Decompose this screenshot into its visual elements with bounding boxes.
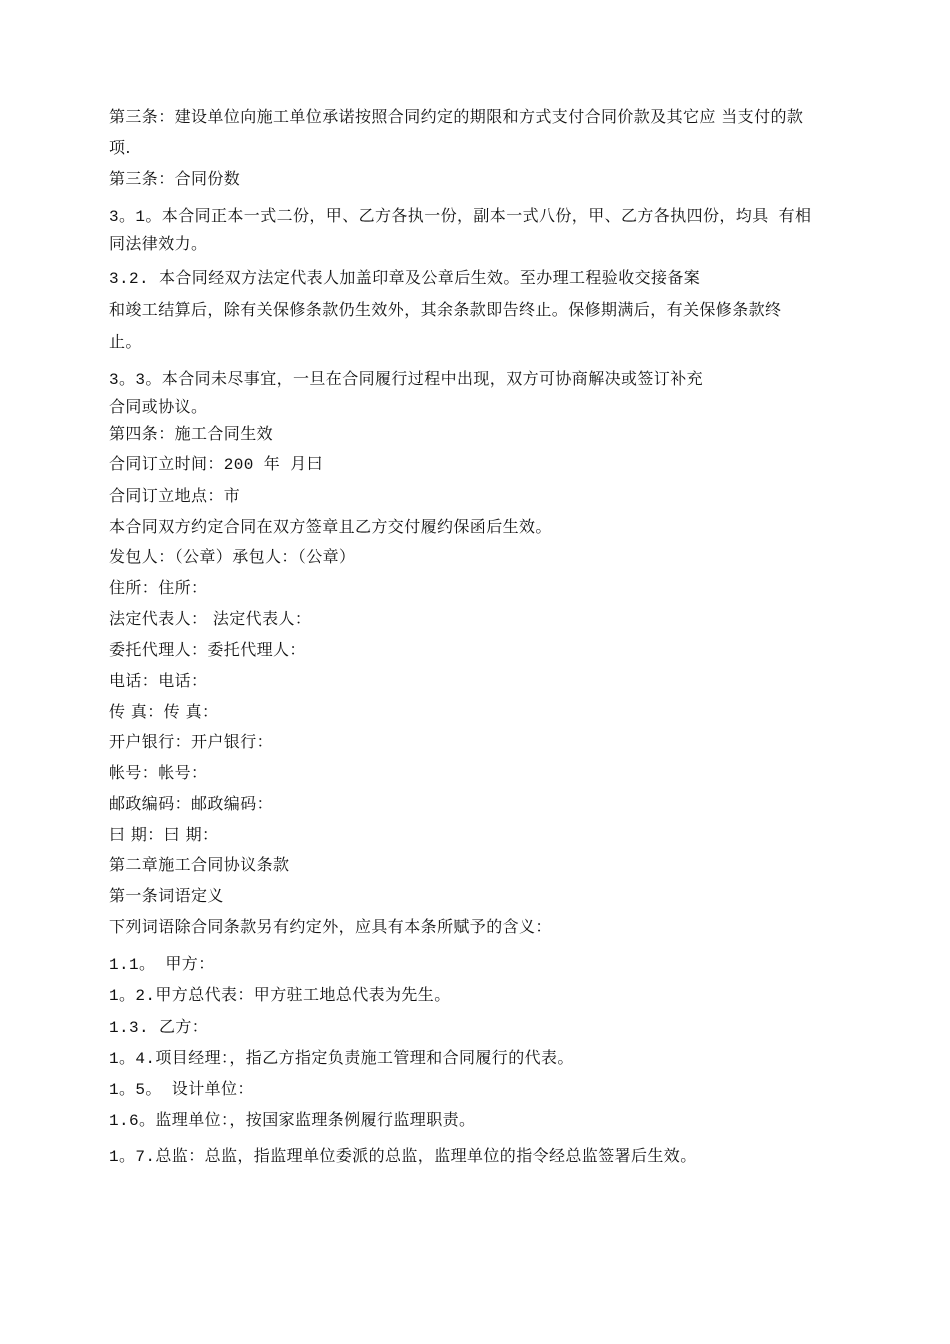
text-line: 和竣工结算后，除有关保修条款仍生效外，其余条款即告终止。保修期满后，有关保修条款终 [109,300,782,319]
text-line: 下列词语除合同条款另有约定外，应具有本条所赋予的含义： [109,917,552,936]
definition-item: 1。5。 设计单位： [109,1081,254,1099]
definition-item: 1。7.总监：总监，指监理单位委派的总监，监理单位的指令经总监签署后生效。 [109,1148,697,1166]
signature-line: 电话：电话： [109,671,208,690]
chapter-heading: 第二章施工合同协议条款 [109,855,290,874]
text-line: 止。 [109,332,142,351]
signature-line: 帐号：帐号： [109,763,208,782]
text-line: 合同订立地点：市 [109,486,241,505]
text-line: 3。3。本合同未尽事宜，一旦在合同履行过程中出现，双方可协商解决或签订补充 [109,371,704,389]
section-heading: 第三条：合同份数 [109,169,241,188]
definition-item: 1.1。 甲方： [109,956,215,974]
text-line: 3.2. 本合同经双方法定代表人加盖印章及公章后生效。至办理工程验收交接备案 [109,270,701,288]
section-heading: 第四条：施工合同生效 [109,424,274,443]
signature-line: 邮政编码：邮政编码： [109,794,274,813]
signature-line: 开户银行：开户银行： [109,732,274,751]
text-line: 3。1。本合同正本一式二份，甲、乙方各执一份，副本一式八份，甲、乙方各执四份，均具 有相 [109,208,812,226]
signature-line: 传 真：传 真： [109,702,219,721]
definition-item: 1。4.项目经理：，指乙方指定负责施工管理和合同履行的代表。 [109,1050,574,1068]
signature-line: 发包人：（公章）承包人：（公章） [109,547,356,566]
signature-line: 住所：住所： [109,578,208,597]
definition-item: 1.6。监理单位：，按国家监理条例履行监理职责。 [109,1112,476,1130]
text-line: 合同订立时间：200 年 月曰 [109,456,324,474]
text-line: 本合同双方约定合同在双方签章且乙方交付履约保函后生效。 [109,517,552,536]
section-heading: 第一条词语定义 [109,886,224,905]
definition-item: 1。2.甲方总代表：甲方驻工地总代表为先生。 [109,987,451,1005]
definition-item: 1.3. 乙方： [109,1019,209,1037]
text-line: 第三条：建设单位向施工单位承诺按照合同约定的期限和方式支付合同价款及其它应 当支付的款 [109,107,804,126]
text-line: 合同或协议。 [109,397,208,416]
signature-line: 委托代理人：委托代理人： [109,640,306,659]
text-line: 同法律效力。 [109,234,208,253]
signature-line: 曰 期：曰 期： [109,825,219,844]
text-line: 项. [109,138,131,157]
signature-line: 法定代表人： 法定代表人： [109,609,312,628]
